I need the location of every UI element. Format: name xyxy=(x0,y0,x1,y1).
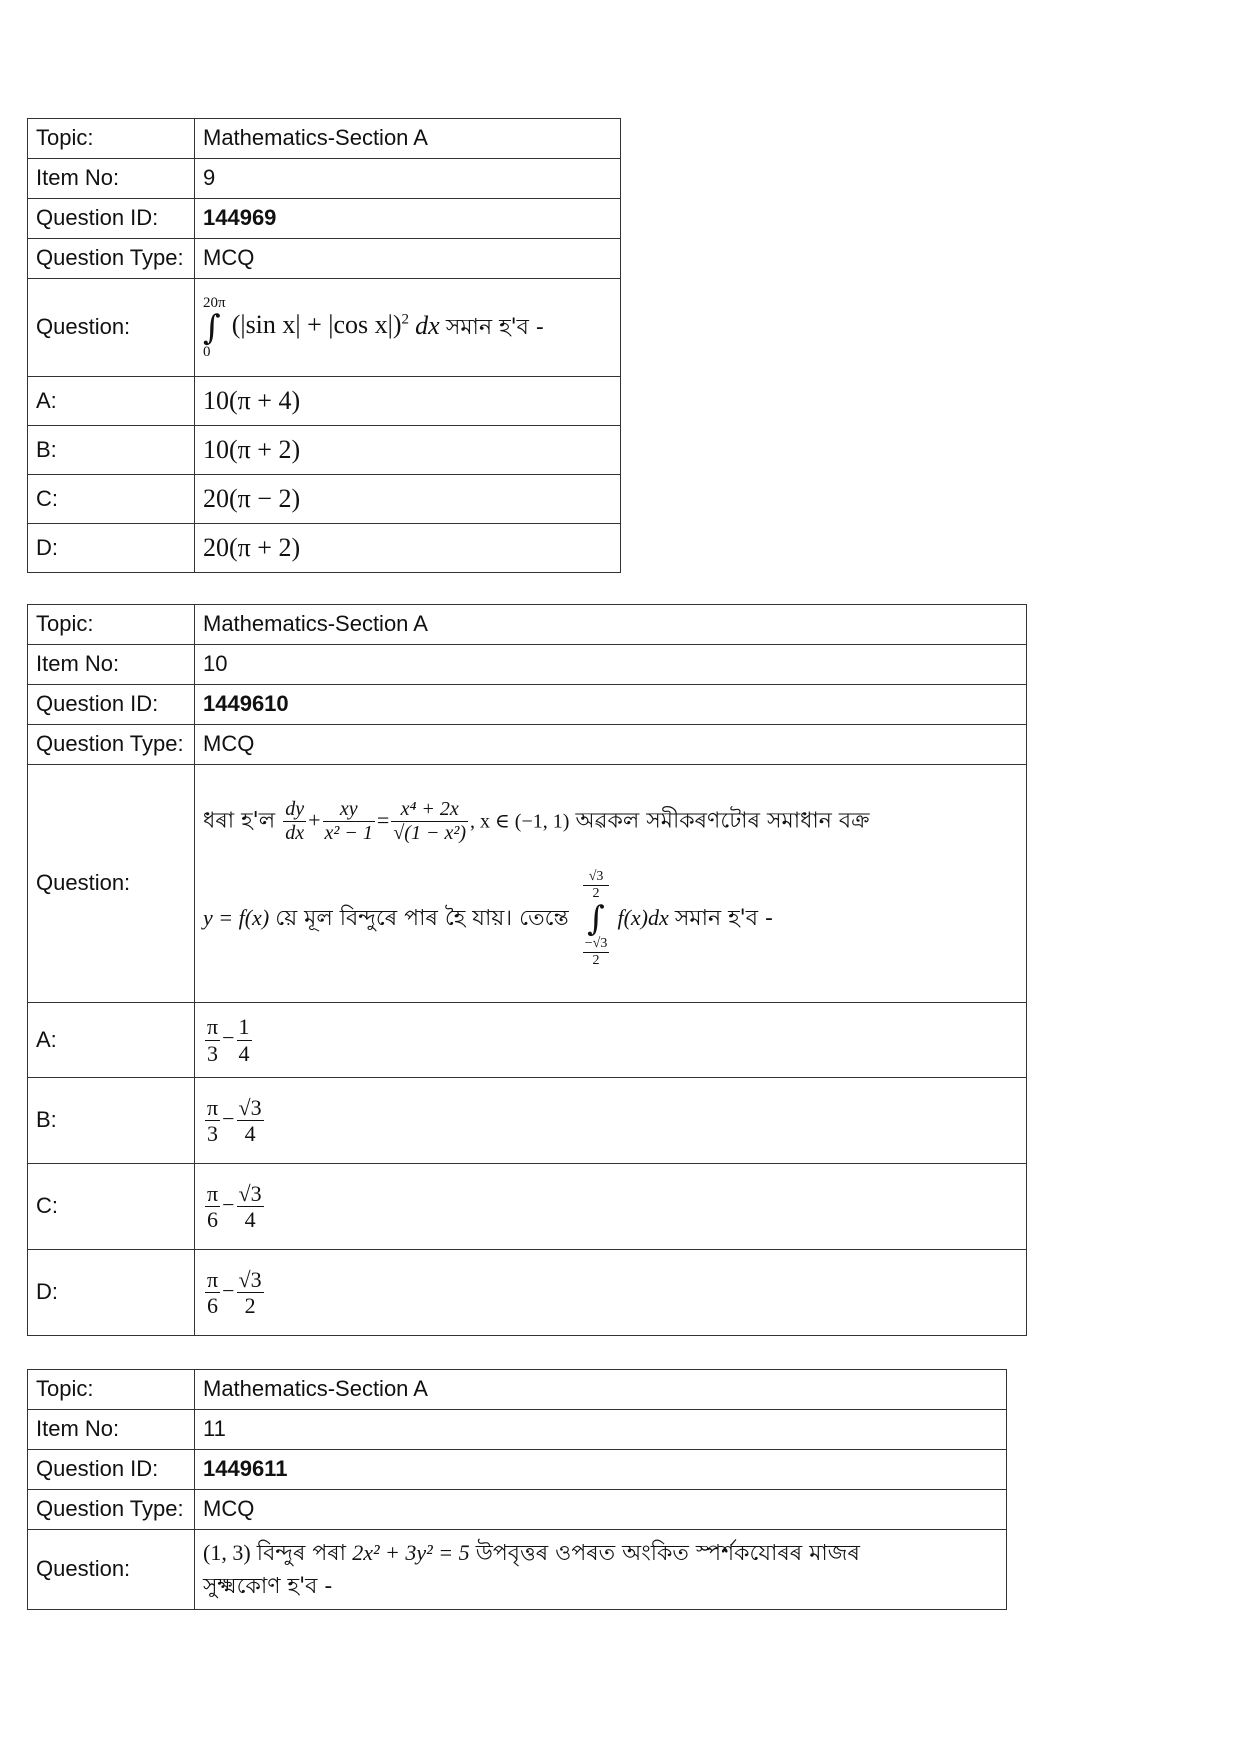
option-c-value: 20(π − 2) xyxy=(195,475,621,524)
option-b-value: 10(π + 2) xyxy=(195,426,621,475)
option-a-label: A: xyxy=(28,1003,195,1078)
option-a-value: 10(π + 4) xyxy=(195,377,621,426)
question-label: Question: xyxy=(28,279,195,377)
question-type-value: MCQ xyxy=(195,1490,1007,1530)
option-d-value: $\frac{\pi}{6}$ − $\frac{√3}{2}$ xyxy=(195,1250,1027,1336)
item-no-value: 11 xyxy=(195,1410,1007,1450)
option-a-label: A: xyxy=(28,377,195,426)
lower-limit: 0 xyxy=(203,343,211,360)
option-c-label: C: xyxy=(28,475,195,524)
option-a-value: $\frac{\pi}{3}$ − $\frac{1}{4}$ xyxy=(195,1003,1027,1078)
question-type-value: MCQ xyxy=(195,725,1027,765)
question-table-9 xyxy=(27,118,621,573)
topic-value: Mathematics-Section A xyxy=(195,1370,1007,1410)
topic-label: Topic: xyxy=(28,119,195,159)
topic-label: Topic: xyxy=(28,605,195,645)
question-text xyxy=(195,279,621,377)
fraction-rhs: $\frac{\text{x⁴ + 2x}}{\text{√(1 − x²)}}$ xyxy=(393,797,466,844)
question-label: Question: xyxy=(28,1530,195,1610)
question-suffix: সমান হ'ব - xyxy=(445,314,544,340)
question-text: (1, 3) বিন্দুৰ পৰা 2x² + 3y² = 5 উপবৃত্তৰ ওপৰত অংকিত স্পৰ্শকযোৰৰ মাজৰ সুক্ষ্মকোণ হ'ব - xyxy=(195,1530,1007,1610)
question-table-10 xyxy=(27,604,1027,1336)
item-no-label: Item No: xyxy=(28,1410,195,1450)
fraction-dy-dx: $\frac{dy}{dx}$ xyxy=(285,797,305,844)
integral-sign-icon: ∫ xyxy=(203,307,221,348)
option-d-value: 20(π + 2) xyxy=(195,524,621,573)
question-type-label: Question Type: xyxy=(28,1490,195,1530)
question-id-value: 144969 xyxy=(195,199,621,239)
item-no-label: Item No: xyxy=(28,159,195,199)
question-text xyxy=(195,765,1027,1003)
question-table-11 xyxy=(27,1369,1007,1610)
item-no-label: Item No: xyxy=(28,645,195,685)
integrand: (|sin x| + |cos x|)$^2$ xyxy=(231,310,410,340)
integral-sign-icon: ∫ xyxy=(587,899,605,939)
topic-label: Topic: xyxy=(28,1370,195,1410)
fraction-xy: $\frac{xy}{\text{x² − 1}}$ xyxy=(324,797,373,844)
question-id-value: 1449610 xyxy=(195,685,1027,725)
option-b-value: $\frac{\pi}{3}$ − $\frac{√3}{4}$ xyxy=(195,1078,1027,1164)
dx: dx xyxy=(415,310,440,340)
item-no-value: 10 xyxy=(195,645,1027,685)
option-c-label: C: xyxy=(28,1164,195,1250)
upper-limit: √3 2 xyxy=(583,869,610,902)
question-id-label: Question ID: xyxy=(28,1450,195,1490)
item-no-value: 9 xyxy=(195,159,621,199)
option-c-value: $\frac{\pi}{6}$ − $\frac{√3}{4}$ xyxy=(195,1164,1027,1250)
lower-limit: −√3 2 xyxy=(584,936,608,969)
topic-value: Mathematics-Section A xyxy=(195,119,621,159)
option-d-label: D: xyxy=(28,524,195,573)
option-b-label: B: xyxy=(28,426,195,475)
topic-value: Mathematics-Section A xyxy=(195,605,1027,645)
question-line-2: y = f(x) য়ে মূল বিন্দুৰে পাৰ হৈ যায়। তেন্তে √3 2 ∫ −√3 2 f(x)dx সমান হ'ব - xyxy=(203,868,773,969)
question-type-value: MCQ xyxy=(195,239,621,279)
question-id-value: 1449611 xyxy=(195,1450,1007,1490)
definite-integral xyxy=(581,869,612,969)
question-type-label: Question Type: xyxy=(28,239,195,279)
question-id-label: Question ID: xyxy=(28,199,195,239)
question-label: Question: xyxy=(28,765,195,1003)
option-b-label: B: xyxy=(28,1078,195,1164)
option-d-label: D: xyxy=(28,1250,195,1336)
definite-integral xyxy=(203,296,226,360)
question-line-1: ধৰা হ'ল $\frac{dy}{dx}$ + $\frac{xy}{\text{x² − 1}}$ = $\frac{\text{x⁴ + 2x}}{\text{√(1 − x²)}}$ , x ∈ (−1, 1) অৱকল সমীকৰণটোৰ সমাধান বক্ৰ xyxy=(203,797,870,844)
question-type-label: Question Type: xyxy=(28,725,195,765)
upper-limit: 20π xyxy=(203,294,226,311)
question-id-label: Question ID: xyxy=(28,685,195,725)
